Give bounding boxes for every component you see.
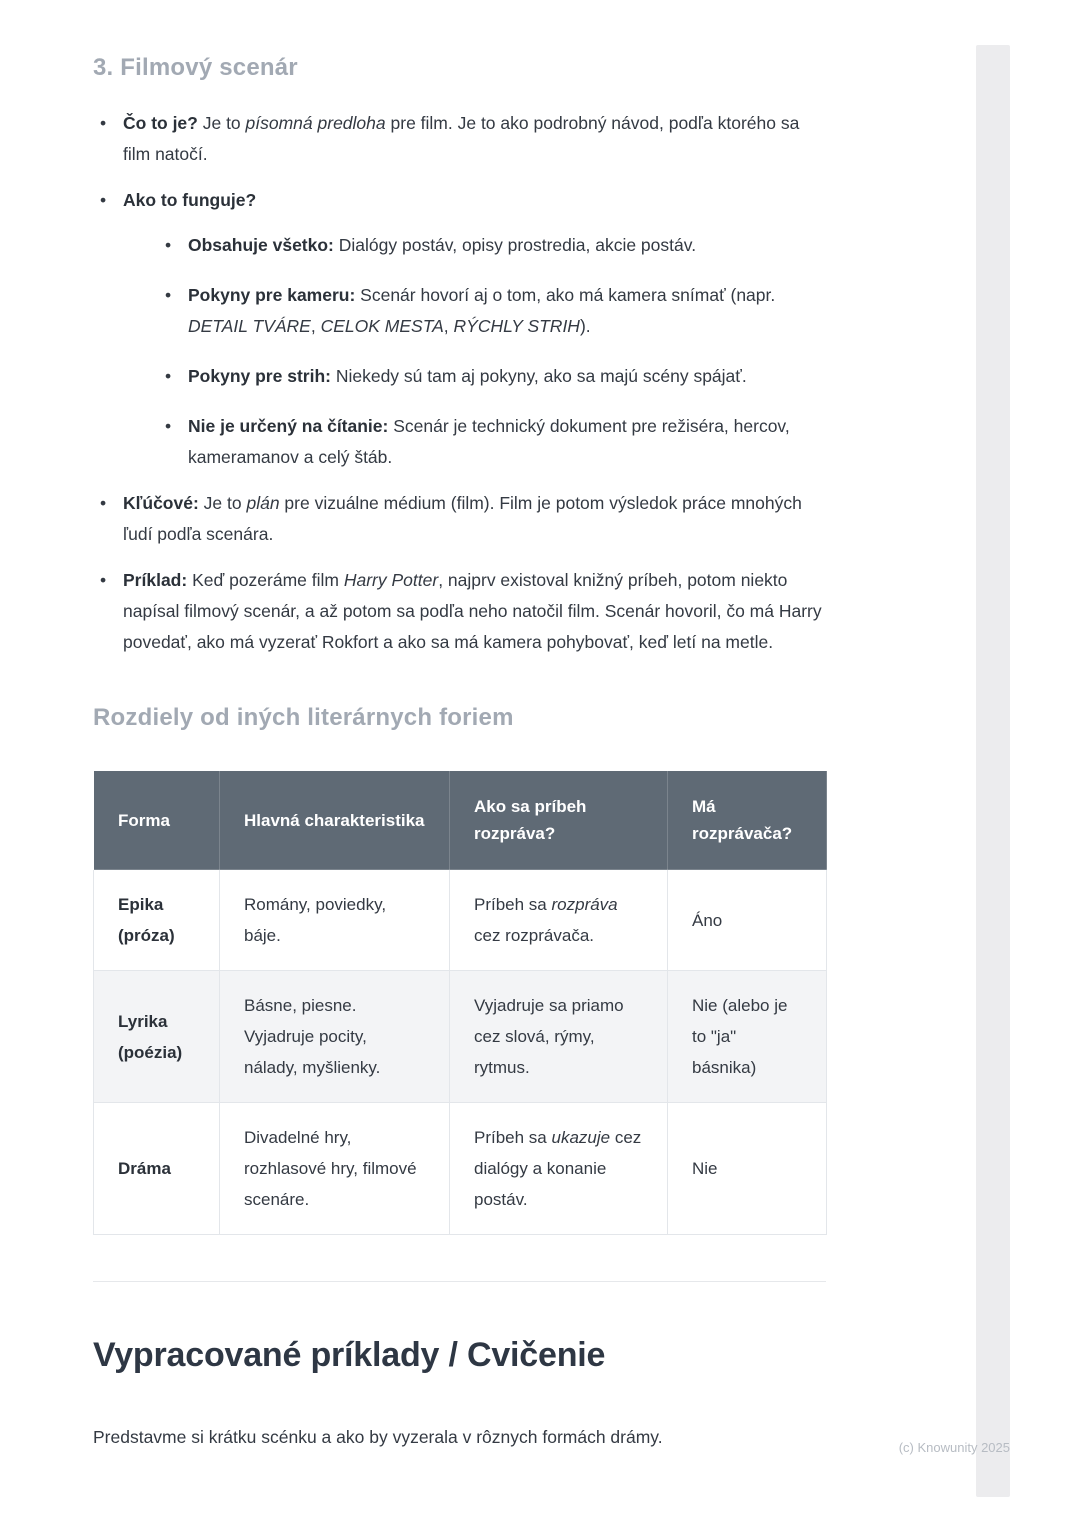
table-cell: Nie <box>668 1103 827 1235</box>
table-cell: Vyjadruje sa priamo cez slová, rýmy, rytmus. <box>450 971 668 1103</box>
table-cell: Lyrika (poézia) <box>94 971 220 1103</box>
list-item-priklad <box>93 565 826 658</box>
document-content <box>93 0 826 1451</box>
heading-rozdiely: Rozdiely od iných literárnych foriem <box>93 704 514 731</box>
copyright-text: (c) Knowunity 2025 <box>898 1440 1010 1455</box>
table-header-rozpravac: Má rozprávača? <box>668 771 827 870</box>
table-cell: Áno <box>668 870 827 971</box>
table-cell: Básne, piesne. Vyjadruje pocity, nálady, myšlienky. <box>220 971 450 1103</box>
heading-filmovy-scenar: 3. Filmový scenár <box>93 54 298 81</box>
comparison-table <box>93 770 827 1235</box>
list-item-obsahuje-vsetko <box>158 230 826 261</box>
bullet-text: Príklad: Keď pozeráme film Harry Potter, najprv existoval knižný príbeh, potom niekto napísal filmový scenár, a až potom sa podľa neho natočil film. Scenár hovoril, čo má Harry povedať, ako má vyzerať Rokfort a ako sa má kamera pohybovať, keď letí na metle. <box>123 570 822 652</box>
list-item-pokyny-strih <box>158 361 826 392</box>
table-cell: Epika (próza) <box>94 870 220 971</box>
table-row-epika <box>94 870 827 971</box>
bullet-text: Čo to je? Je to písomná predloha pre film. Je to ako podrobný návod, podľa ktorého sa film natočí. <box>123 113 800 164</box>
list-item-ako-to-funguje <box>93 185 826 473</box>
table-row-lyrika <box>94 971 827 1103</box>
table-cell: Divadelné hry, rozhlasové hry, filmové scenáre. <box>220 1103 450 1235</box>
list-item-klucove <box>93 488 826 550</box>
table-row-drama <box>94 1103 827 1235</box>
bullet-text: Nie je určený na čítanie: Scenár je technický dokument pre režiséra, hercov, kameramanov a celý štáb. <box>188 416 790 467</box>
sub-bullet-list <box>123 230 826 473</box>
table-cell: Nie (alebo je to "ja" básnika) <box>668 971 827 1103</box>
list-item-nie-je-urceny <box>158 411 826 473</box>
list-item-co-to-je <box>93 108 826 170</box>
bullet-text: Ako to funguje? <box>123 190 257 210</box>
heading-vypracovane-priklady: Vypracované príklady / Cvičenie <box>93 1336 606 1374</box>
bullet-list-filmovy <box>93 108 826 658</box>
table-header-rozprava: Ako sa príbeh rozpráva? <box>450 771 668 870</box>
table-header-row <box>94 771 827 870</box>
table-cell: Dráma <box>94 1103 220 1235</box>
bullet-text: Obsahuje všetko: Dialógy postáv, opisy prostredia, akcie postáv. <box>188 235 697 255</box>
table-header-charakteristika: Hlavná charakteristika <box>220 771 450 870</box>
scrollbar[interactable] <box>976 45 1010 1497</box>
table-cell: Príbeh sa rozpráva cez rozprávača. <box>450 870 668 971</box>
intro-paragraph: Predstavme si krátku scénku a ako by vyzerala v rôznych formách drámy. <box>93 1427 663 1447</box>
table-cell: Príbeh sa ukazuje cez dialógy a konanie postáv. <box>450 1103 668 1235</box>
section-divider <box>93 1281 826 1282</box>
table-cell: Romány, poviedky, báje. <box>220 870 450 971</box>
bullet-text: Kľúčové: Je to plán pre vizuálne médium (film). Film je potom výsledok práce mnohých ľudí podľa scenára. <box>123 493 802 544</box>
bullet-text: Pokyny pre kameru: Scenár hovorí aj o tom, ako má kamera snímať (napr. DETAIL TVÁRE, CELOK MESTA, RÝCHLY STRIH). <box>188 285 776 336</box>
bullet-text: Pokyny pre strih: Niekedy sú tam aj pokyny, ako sa majú scény spájať. <box>188 366 747 386</box>
list-item-pokyny-kamera <box>158 280 826 342</box>
table-header-forma: Forma <box>94 771 220 870</box>
